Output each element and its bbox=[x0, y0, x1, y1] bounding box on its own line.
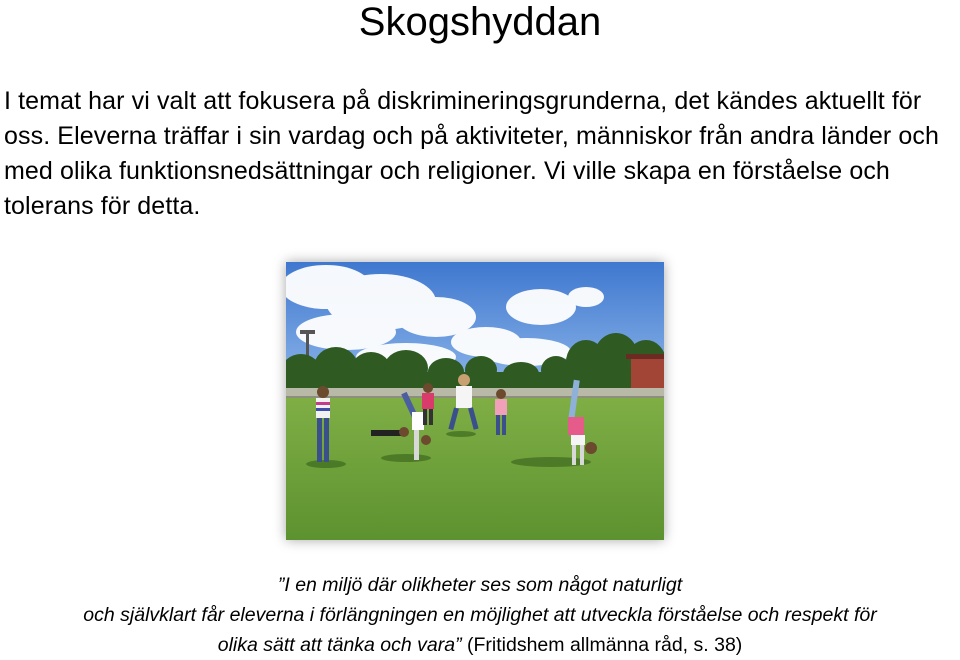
quote-line-1: ”I en miljö där olikheter ses som något naturligt bbox=[277, 574, 683, 596]
quote-block bbox=[0, 570, 960, 660]
quote-line-2: och självklart får eleverna i förlängningen en möjlighet att utveckla förståelse och respekt för bbox=[83, 604, 877, 626]
page-title: Skogshyddan bbox=[358, 0, 602, 44]
quote-line-3 bbox=[0, 630, 960, 660]
quote-line-3-italic: olika sätt att tänka och vara” bbox=[217, 634, 462, 656]
quote-citation: (Fritidshem allmänna råd, s. 38) bbox=[461, 634, 743, 656]
intro-paragraph: I temat har vi valt att fokusera på diskrimineringsgrunderna, det kändes aktuellt för oss. Eleverna träffar i sin vardag och på aktiviteter, människor från andra länder och med olika funktionsnedsättningar och religioner. Vi ville skapa en förståelse och tolerans för detta. bbox=[4, 87, 940, 220]
children-playing-photo bbox=[286, 262, 664, 540]
photo-illustration bbox=[286, 262, 664, 540]
